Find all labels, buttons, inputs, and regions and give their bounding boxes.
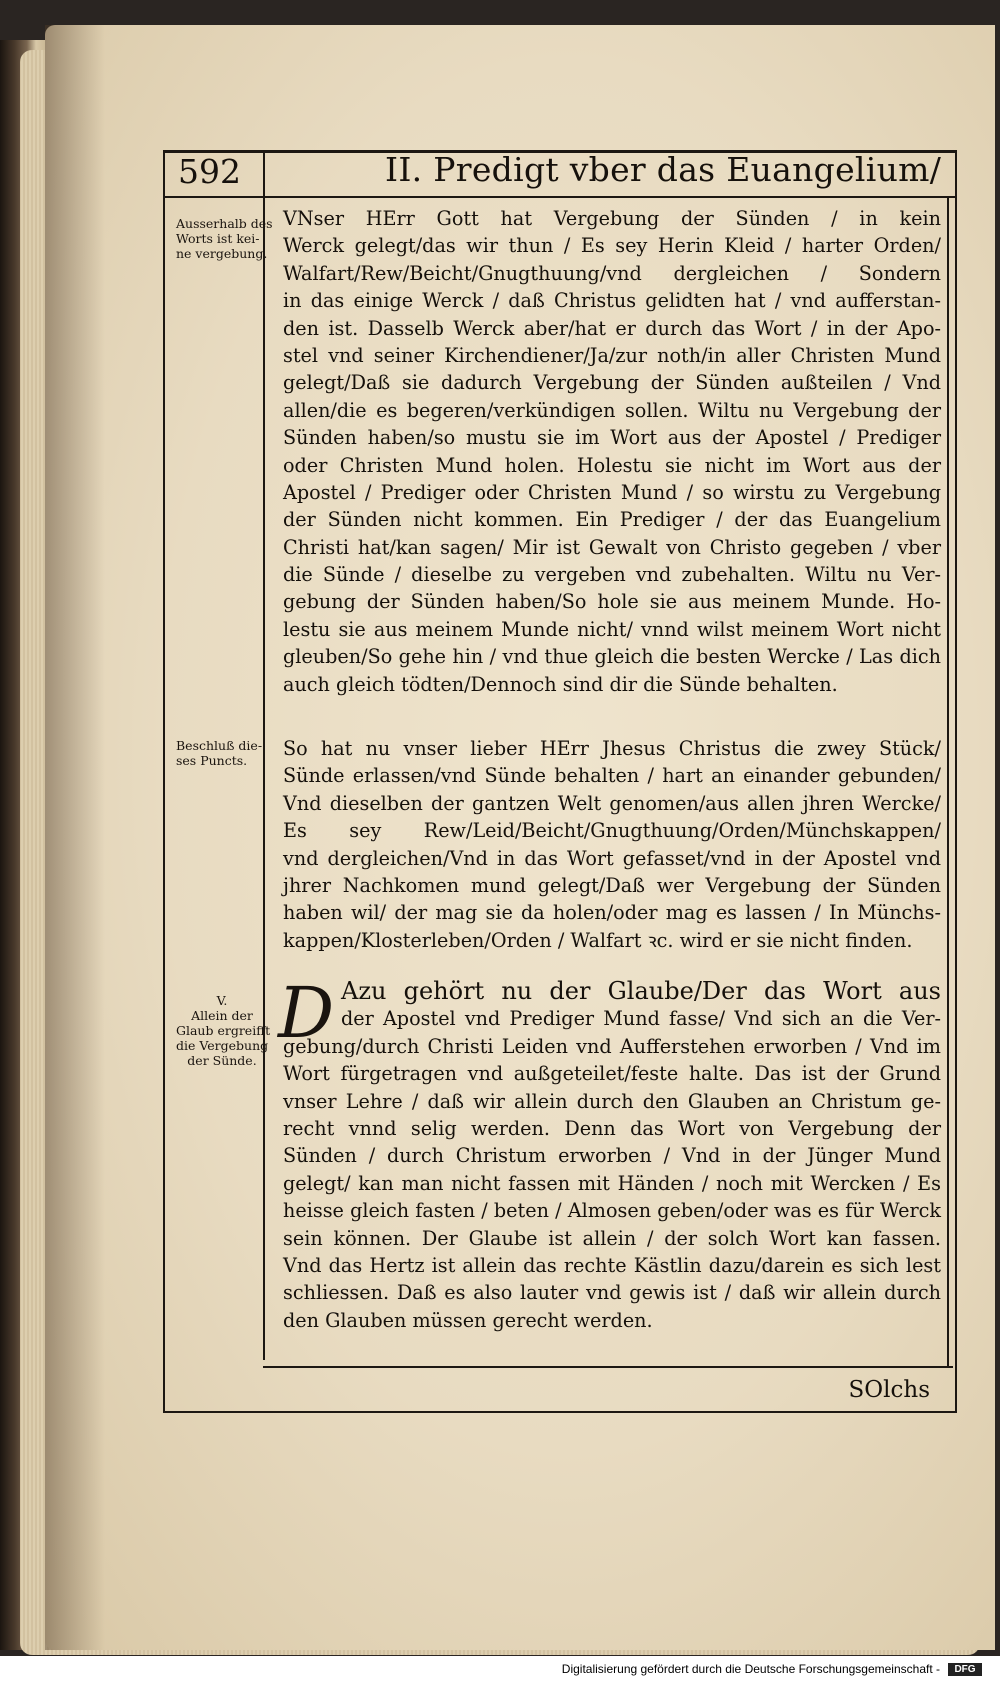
text-line: Sünde erlassen/vnd Sünde behalten / hart an einander gebunden/ bbox=[283, 764, 941, 788]
header-rule bbox=[163, 196, 955, 198]
text-line: So hat nu vnser lieber HErr Jhesus Christus die zwey Stück/ bbox=[283, 737, 941, 760]
margin-note-line: die Vergebung bbox=[176, 1038, 269, 1053]
text-line: heisse gleich fasten / beten / Almosen geben/oder was es für Werck bbox=[283, 1199, 941, 1223]
text-line: lestu sie aus meinem Munde nicht/ vnnd wilst meinem Wort nicht bbox=[283, 617, 941, 641]
drop-cap: D bbox=[278, 972, 335, 1054]
text-line: auch gleich tödten/Dennoch sind dir die Sünde behalten. bbox=[283, 672, 838, 696]
margin-note-line: der Sünde. bbox=[187, 1053, 257, 1068]
margin-note-3 bbox=[176, 993, 271, 1068]
text-line: Vnd dieselben der gantzen Welt genomen/aus allen jhren Wercke/ bbox=[283, 791, 941, 815]
text-line: Azu gehört nu der Glaube/Der das Wort aus bbox=[341, 977, 941, 1005]
gutter-shadow bbox=[45, 25, 105, 1650]
catchword: SOlchs bbox=[848, 1377, 930, 1403]
text-line: Vnd das Hertz ist allein das rechte Kästlin dazu/darein es sich lest bbox=[283, 1253, 941, 1277]
text-line: Walfart/Rew/Beicht/Gnugthuung/vnd dergleichen / Sondern bbox=[283, 261, 941, 285]
text-line: Sünden haben/so mustu sie im Wort aus der Apostel / Prediger bbox=[283, 426, 941, 450]
text-line: Apostel / Prediger oder Christen Mund / so wirstu zu Vergebung bbox=[283, 480, 941, 504]
text-line: kappen/Klosterleben/Orden / Walfart ꝛc. wird er sie nicht finden. bbox=[283, 928, 913, 952]
text-line: vnd dergleichen/Vnd in das Wort gefasset/vnd in der Apostel vnd bbox=[283, 846, 941, 870]
paragraph-1 bbox=[283, 205, 941, 698]
margin-note-line: Worts ist kei- bbox=[176, 231, 260, 246]
running-head: II. Predigt vber das Euangelium/ bbox=[385, 150, 942, 189]
text-line: gebung/durch Christi Leiden vnd Aufferstehen erworben / Vnd im bbox=[283, 1034, 941, 1058]
text-line: der Sünden nicht kommen. Ein Prediger / der das Euangelium bbox=[283, 508, 941, 532]
bottom-rule bbox=[263, 1366, 953, 1368]
text-line: gebung der Sünden haben/So hole sie aus meinem Munde. Ho- bbox=[283, 590, 941, 614]
text-line: recht vnnd selig werden. Denn das Wort von Vergebung der bbox=[283, 1116, 941, 1140]
margin-note-line: ses Puncts. bbox=[176, 753, 248, 768]
text-line: oder Christen Mund holen. Holestu sie nicht im Wort aus der bbox=[283, 453, 941, 477]
text-line: den ist. Dasselb Werck aber/hat er durch das Wort / in der Apo- bbox=[283, 316, 941, 340]
paragraph-3 bbox=[283, 978, 941, 1334]
text-line: jhrer Nachkomen mund gelegt/Daß wer Vergebung der Sünden bbox=[283, 873, 941, 897]
paragraph-2 bbox=[283, 735, 941, 954]
text-line: gelegt/ kan man nicht fassen mit Händen / noch mit Wercken / Es bbox=[283, 1171, 941, 1195]
text-line: gelegt/Daß sie dadurch Vergebung der Sünden außteilen / Vnd bbox=[283, 371, 941, 395]
footer-credit: Digitalisierung gefördert durch die Deutsche Forschungsgemeinschaft - bbox=[561, 1662, 940, 1676]
text-line: die Sünde / dieselbe zu vergeben vnd zubehalten. Wiltu nu Ver- bbox=[283, 563, 941, 587]
margin-note-2 bbox=[176, 738, 268, 768]
text-line: den Glauben müssen gerecht werden. bbox=[283, 1308, 653, 1332]
margin-note-line: Glaub ergreifft bbox=[176, 1023, 271, 1038]
text-line: gleuben/So gehe hin / vnd thue gleich die besten Wercke / Las dich bbox=[283, 645, 941, 669]
text-line: allen/die es begeren/verkündigen sollen. Wiltu nu Vergebung der bbox=[283, 398, 941, 422]
text-line: stel vnd seiner Kirchendiener/Ja/zur noth/in aller Christen Mund bbox=[283, 343, 941, 367]
margin-note-line: Allein der bbox=[191, 1008, 253, 1023]
margin-note-line: Beschluß die- bbox=[176, 738, 263, 753]
text-line: sein können. Der Glaube ist allein / der solch Wort kan fassen. bbox=[283, 1226, 941, 1250]
text-line: vnser Lehre / daß wir allein durch den Glauben an Christum ge- bbox=[283, 1089, 941, 1113]
page-number: 592 bbox=[178, 152, 241, 191]
text-line: Es sey Rew/Leid/Beicht/Gnugthuung/Orden/Münchskappen/ bbox=[283, 819, 941, 843]
text-line: der Apostel vnd Prediger Mund fasse/ Vnd sich an die Ver- bbox=[341, 1007, 941, 1031]
margin-note-line: V. bbox=[216, 993, 228, 1008]
margin-note-line: ne vergebung. bbox=[176, 246, 268, 261]
text-rule-right bbox=[947, 196, 949, 1366]
text-line: Werck gelegt/das wir thun / Es sey Herin Kleid / harter Orden/ bbox=[283, 234, 941, 258]
text-line: Sünden / durch Christum erworben / Vnd in der Jünger Mund bbox=[283, 1144, 941, 1168]
margin-note-1 bbox=[176, 216, 273, 261]
margin-note-line: Ausserhalb des bbox=[176, 216, 273, 231]
text-line: haben wil/ der mag sie da holen/oder mag es lassen / In Münchs- bbox=[283, 901, 941, 925]
text-line: Wort fürgetragen vnd außgeteilet/feste halte. Das ist der Grund bbox=[283, 1062, 941, 1086]
text-line: in das einige Werck / daß Christus gelidten hat / vnd aufferstan- bbox=[283, 289, 941, 313]
text-line: schliessen. Daß es also lauter vnd gewis ist / daß wir allein durch bbox=[283, 1281, 941, 1305]
text-line: VNser HErr Gott hat Vergebung der Sünden / in kein bbox=[283, 207, 941, 230]
text-line: Christi hat/kan sagen/ Mir ist Gewalt von Christo gegeben / vber bbox=[283, 535, 941, 559]
dfg-logo: DFG bbox=[948, 1663, 982, 1676]
